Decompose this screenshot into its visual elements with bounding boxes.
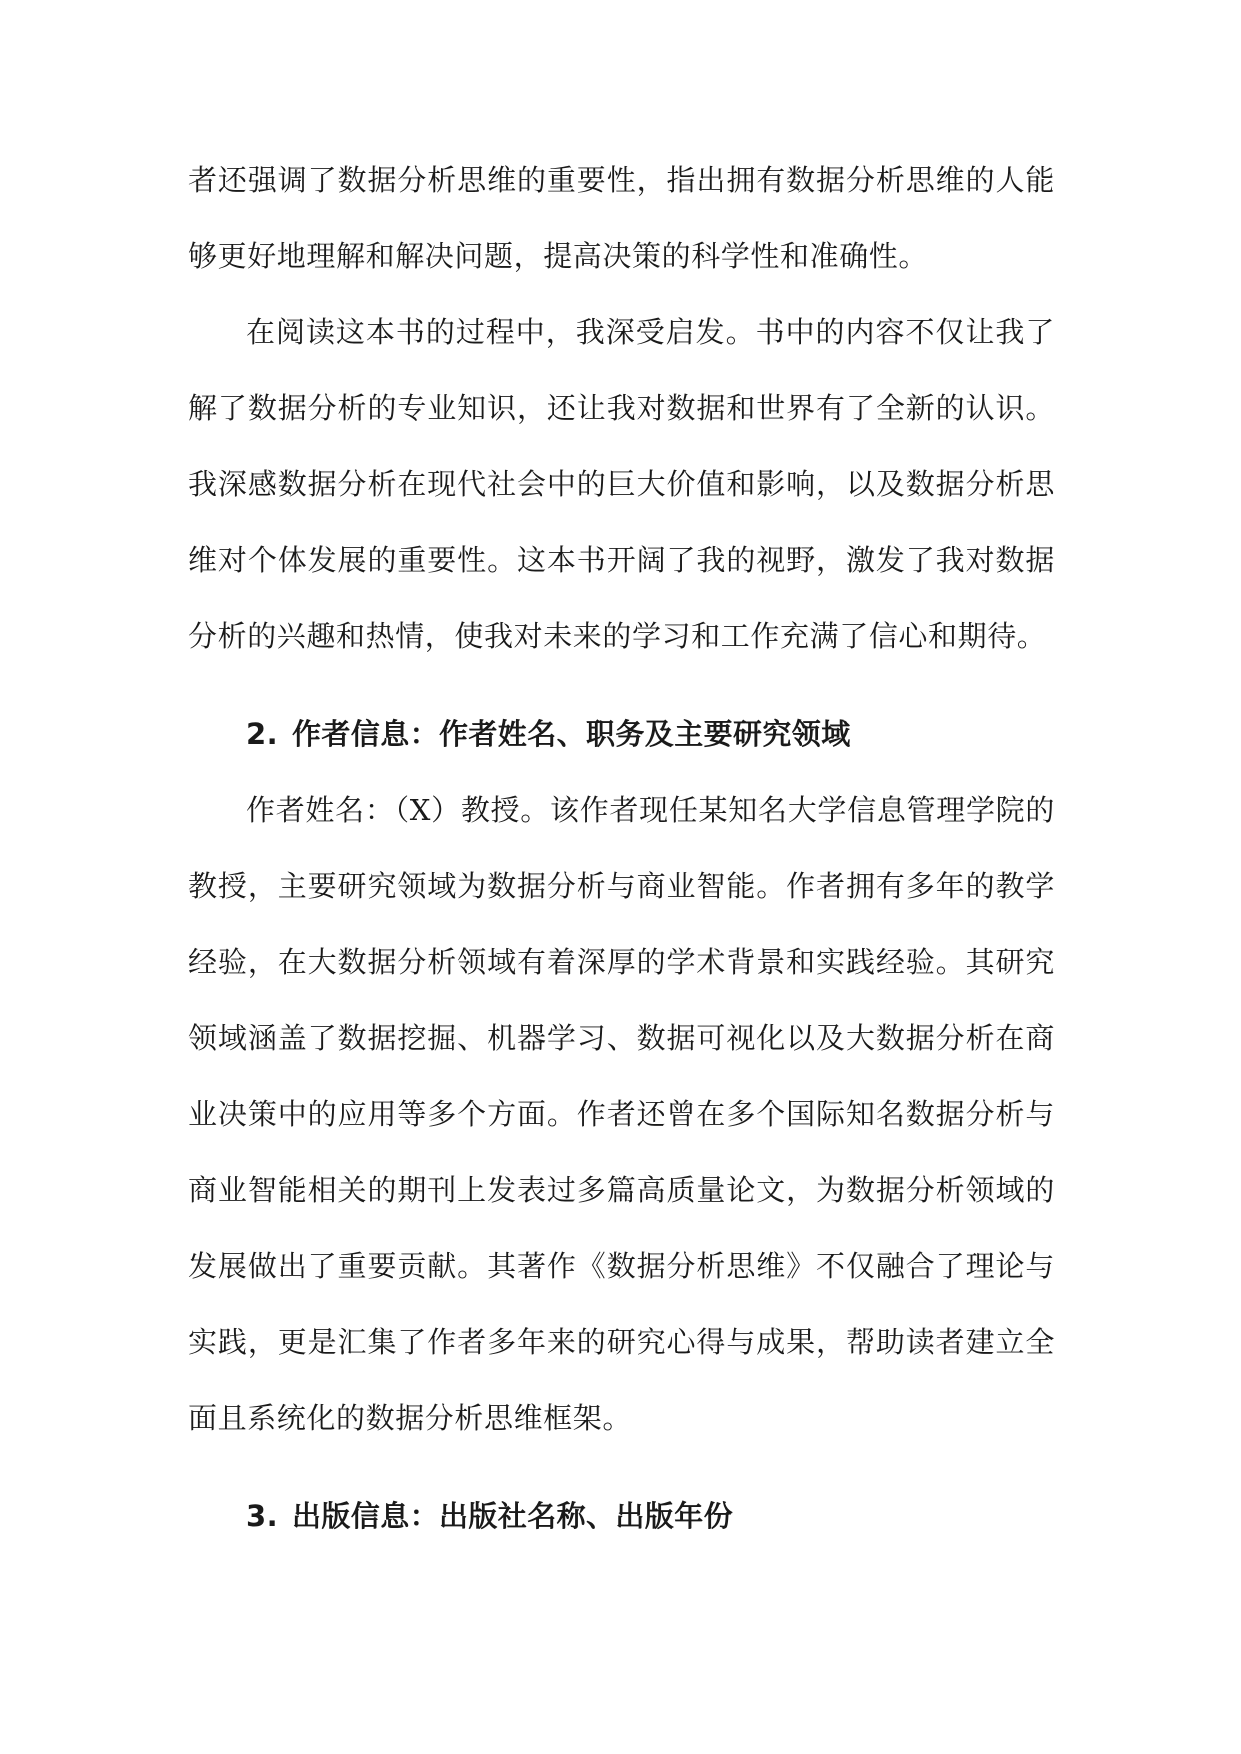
spacer (188, 674, 1055, 696)
section-heading-author-info (188, 696, 1055, 772)
section-heading-publication-info (188, 1478, 1055, 1554)
paragraph-reading-reflection: 在阅读这本书的过程中，我深受启发。书中的内容不仅让我了解了数据分析的专业知识，还让我对数据和世界有了全新的认识。我深感数据分析在现代社会中的巨大价值和影响，以及数据分析思维对个体发展的重要性。这本书开阔了我的视野，激发了我对数据分析的兴趣和热情，使我对未来的学习和工作充满了信心和期待。 (188, 315, 1055, 653)
spacer (188, 1456, 1055, 1478)
section-title: 出版信息：出版社名称、出版年份 (292, 1499, 734, 1533)
section-title: 作者信息：作者姓名、职务及主要研究领域 (292, 717, 851, 751)
paragraph-author-info: 作者姓名：（X）教授。该作者现任某知名大学信息管理学院的教授，主要研究领域为数据分析与商业智能。作者拥有多年的教学经验，在大数据分析领域有着深厚的学术背景和实践经验。其研究领域涵盖了数据挖掘、机器学习、数据可视化以及大数据分析在商业决策中的应用等多个方面。作者还曾在多个国际知名数据分析与商业智能相关的期刊上发表过多篇高质量论文，为数据分析领域的发展做出了重要贡献。其著作《数据分析思维》不仅融合了理论与实践，更是汇集了作者多年来的研究心得与成果，帮助读者建立全面且系统化的数据分析思维框架。 (188, 793, 1055, 1435)
section-number: 2. (246, 717, 278, 751)
section-number: 3. (246, 1499, 278, 1533)
paragraph-continuation: 者还强调了数据分析思维的重要性，指出拥有数据分析思维的人能够更好地理解和解决问题，提高决策的科学性和准确性。 (188, 163, 1055, 273)
document-body (188, 142, 1055, 1554)
